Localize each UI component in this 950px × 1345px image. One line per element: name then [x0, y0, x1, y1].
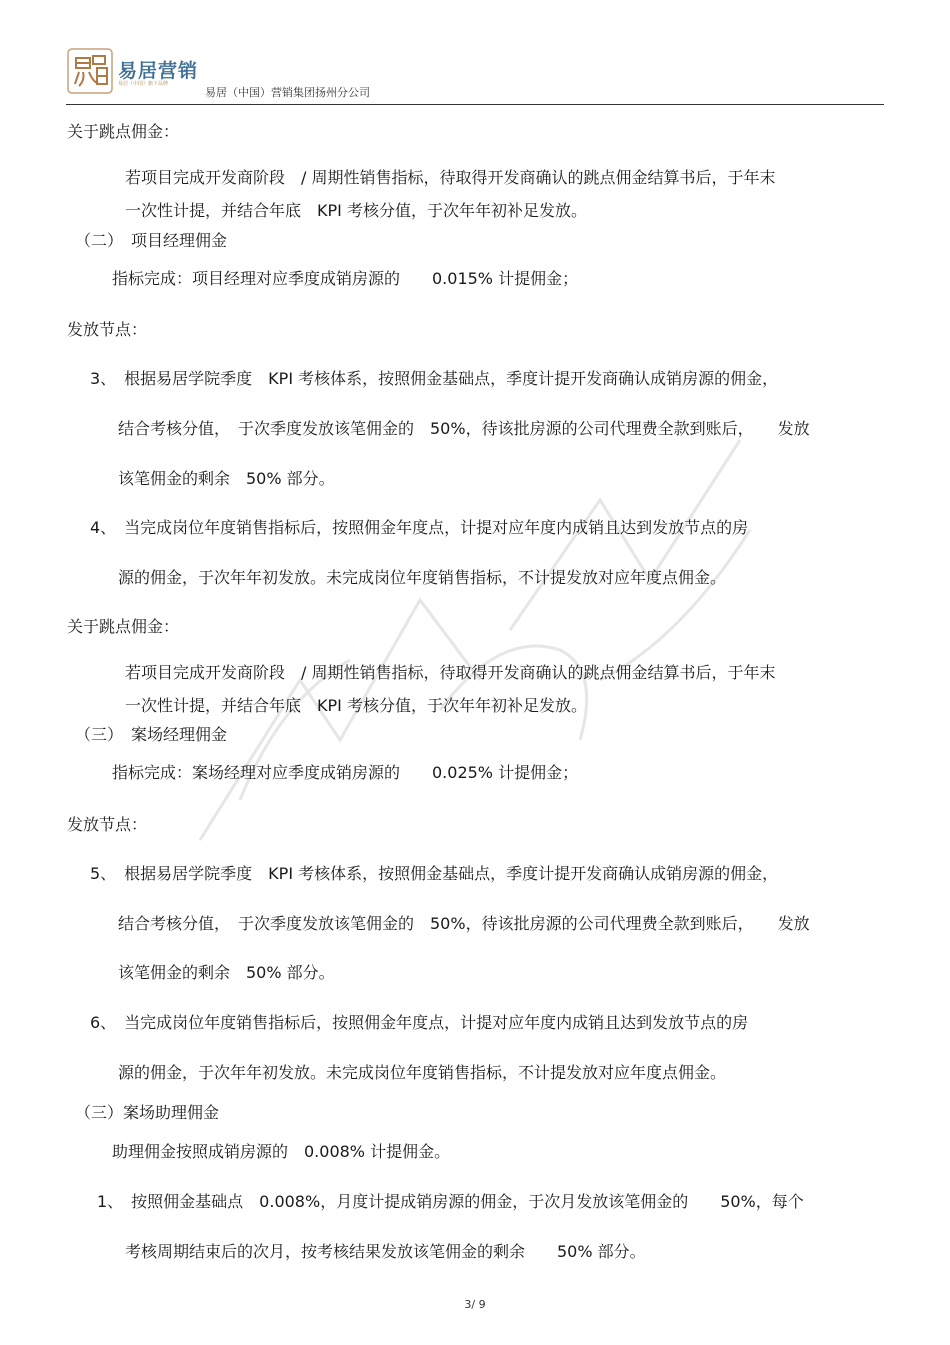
paragraph-line: 源的佣金，于次年年初发放。未完成岗位年度销售指标，不计提发放对应年度点佣金。	[118, 1063, 727, 1082]
paragraph-line: 若项目完成开发商阶段 / 周期性销售指标，待取得开发商确认的跳点佣金结算书后，于年末	[125, 663, 776, 682]
paragraph-line: 一次性计提，并结合年底 KPI 考核分值，于次年年初补足发放。	[125, 201, 587, 220]
company-logo-icon	[67, 48, 113, 94]
section-heading: 关于跳点佣金：	[67, 122, 180, 141]
paragraph-line: 结合考核分值， 于次季度发放该笔佣金的 50%，待该批房源的公司代理费全款到账后， 发放	[118, 914, 810, 933]
list-item: 6、 当完成岗位年度销售指标后，按照佣金年度点，计提对应年度内成销且达到发放节点的房	[90, 1013, 749, 1032]
section-heading: （三）案场助理佣金	[75, 1103, 220, 1122]
section-heading: 发放节点：	[67, 815, 148, 834]
paragraph-line: 助理佣金按照成销房源的 0.008% 计提佣金。	[112, 1142, 451, 1161]
paragraph-line: 指标完成：案场经理对应季度成销房源的 0.025% 计提佣金；	[112, 763, 579, 782]
paragraph-line: 结合考核分值， 于次季度发放该笔佣金的 50%，待该批房源的公司代理费全款到账后， 发放	[118, 419, 810, 438]
page-number: 3/ 9	[464, 1298, 486, 1311]
section-heading: 关于跳点佣金：	[67, 617, 180, 636]
paragraph-line: 该笔佣金的剩余 50% 部分。	[118, 963, 335, 982]
paragraph-line: 该笔佣金的剩余 50% 部分。	[118, 469, 335, 488]
paragraph-line: 若项目完成开发商阶段 / 周期性销售指标，待取得开发商确认的跳点佣金结算书后，于年末	[125, 168, 776, 187]
section-heading: （三） 案场经理佣金	[75, 725, 228, 744]
paragraph-line: 源的佣金，于次年年初发放。未完成岗位年度销售指标，不计提发放对应年度点佣金。	[118, 568, 727, 587]
list-item: 3、 根据易居学院季度 KPI 考核体系，按照佣金基础点，季度计提开发商确认成销房源的佣金，	[90, 369, 779, 388]
list-item: 5、 根据易居学院季度 KPI 考核体系，按照佣金基础点，季度计提开发商确认成销房源的佣金，	[90, 864, 779, 883]
logo-name: 易居营销	[118, 60, 199, 82]
list-item: 1、 按照佣金基础点 0.008%，月度计提成销房源的佣金，于次月发放该笔佣金的 50%，每个	[97, 1192, 804, 1211]
paragraph-line: 考核周期结束后的次月，按考核结果发放该笔佣金的剩余 50% 部分。	[125, 1242, 646, 1261]
paragraph-line: 指标完成：项目经理对应季度成销房源的 0.015% 计提佣金；	[112, 269, 579, 288]
section-heading: （二） 项目经理佣金	[75, 231, 228, 250]
list-item: 4、 当完成岗位年度销售指标后，按照佣金年度点，计提对应年度内成销且达到发放节点的房	[90, 518, 749, 537]
paragraph-line: 一次性计提，并结合年底 KPI 考核分值，于次年年初补足发放。	[125, 696, 587, 715]
logo-tagline: 易居（中国）旗下品牌	[118, 81, 169, 87]
watermark-icon	[180, 380, 800, 860]
section-heading: 发放节点：	[67, 320, 148, 339]
header-divider	[66, 104, 884, 105]
company-name: 易居（中国）营销集团扬州分公司	[205, 86, 370, 99]
